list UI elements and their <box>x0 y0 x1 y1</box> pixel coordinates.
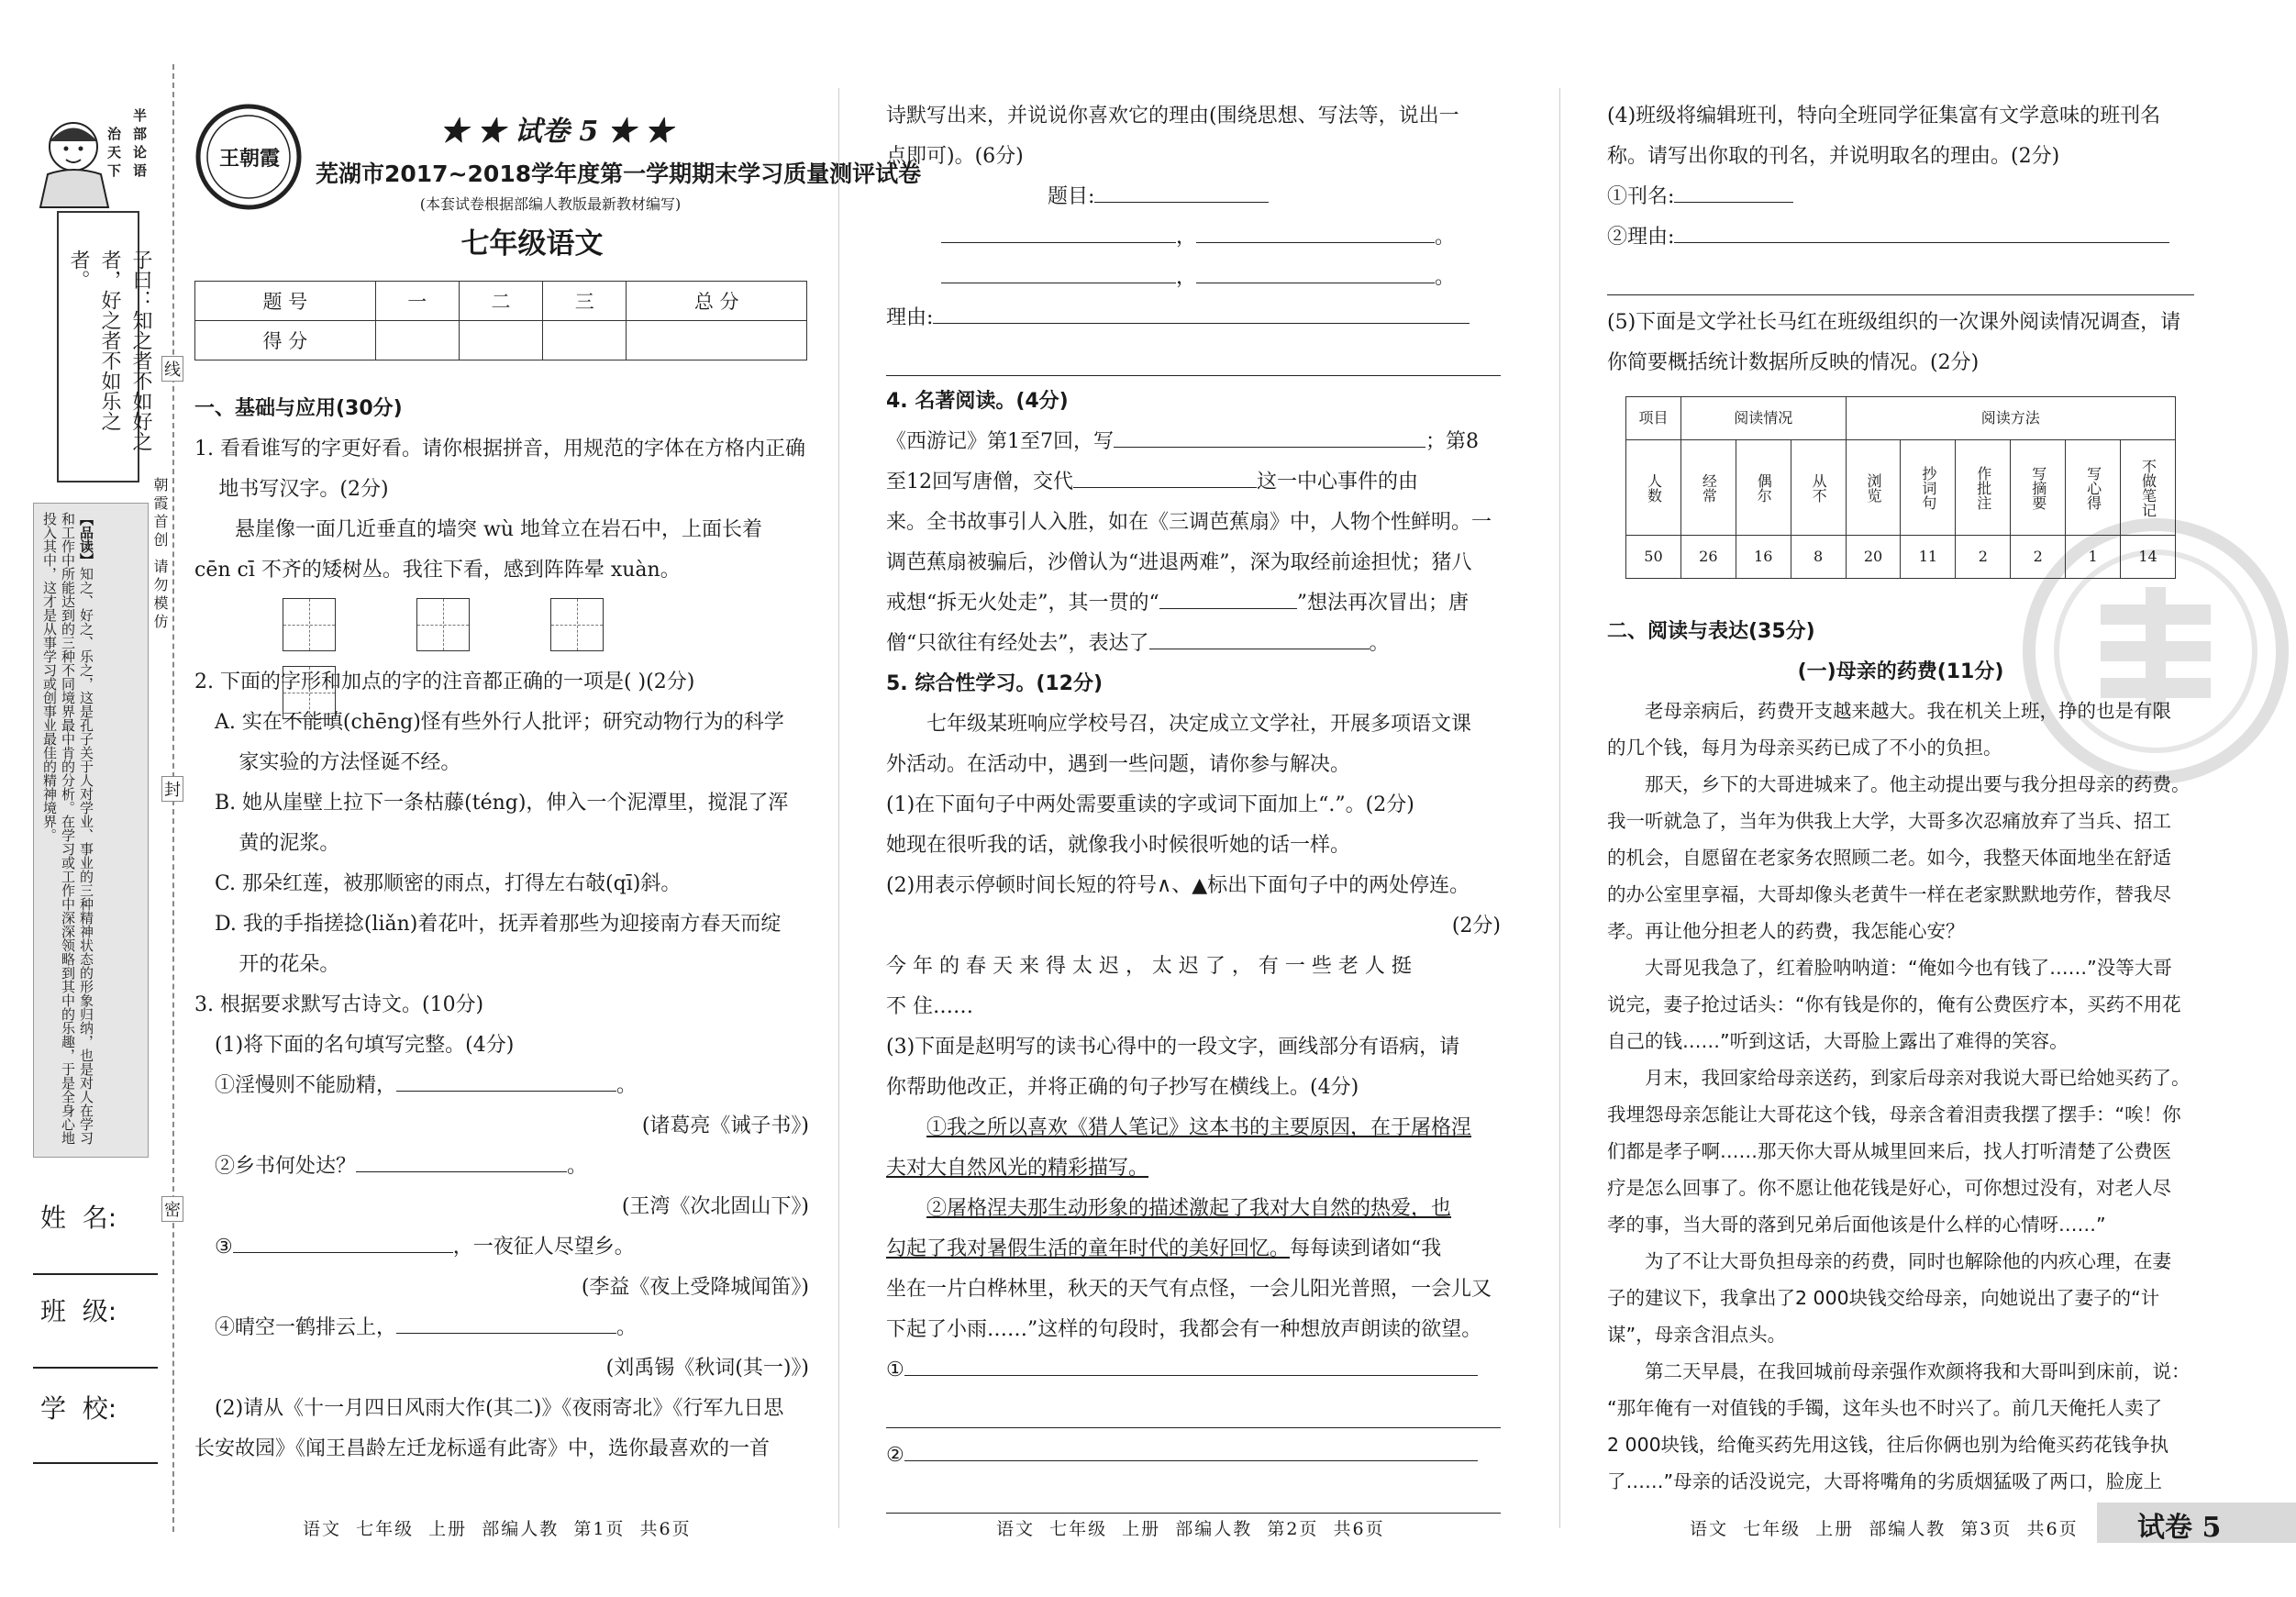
q5-2-points: (2分) <box>1451 915 1501 937</box>
survey-value: 26 <box>1680 536 1736 579</box>
period: 。 <box>616 1316 638 1339</box>
q5-3-underlined-1: ①我之所以喜欢《猎人笔记》这本书的主要原因，在于屠格涅 <box>926 1116 1472 1139</box>
survey-col: 人数 <box>1626 440 1681 536</box>
survey-header-row <box>1626 397 2176 440</box>
story-line: 2 000块钱，给俺买药先用这钱，往后你俩也别为给俺买药花钱争执 <box>1607 1434 2169 1456</box>
poem-title-label: 题目: <box>1048 185 1095 208</box>
page-2-footer: 语文 七年级 上册 部编人教 第2页 共6页 <box>996 1519 1385 1539</box>
logo-text: 王朝霞 <box>218 148 280 171</box>
story-line: 孝的事，当大哥的落到兄弟后面他该是什么样的心情呀……” <box>1607 1214 2106 1236</box>
q5-3-tail: 每每读到诸如“我 <box>1290 1237 1442 1260</box>
reading-survey-table <box>1625 396 2176 579</box>
survey-col: 抄词句 <box>1901 440 1956 536</box>
sidebar-tag-1: 半部论语 <box>131 108 148 182</box>
story-title: (一)母亲的药费(11分) <box>1797 660 2004 683</box>
period: 。 <box>616 1074 638 1097</box>
name-field-label: 姓 名: <box>40 1203 117 1233</box>
story-line: 我埋怨母亲怎能让大哥花这个钱，母亲含着泪责我摆了摆手：“唉！你 <box>1607 1103 2181 1126</box>
survey-col: 写心得 <box>2066 440 2121 536</box>
survey-value-row <box>1626 536 2176 579</box>
footer-badge: 试卷 5 <box>2137 1512 2222 1544</box>
answer-blank[interactable] <box>904 1440 1478 1461</box>
survey-value: 1 <box>2066 536 2121 579</box>
story-line: 月末，我回家给母亲送药，到家后母亲对我说大哥已给她买药了。 <box>1645 1067 2191 1089</box>
journal-reason-extra-line[interactable] <box>1607 258 2194 295</box>
score-table-score-row <box>195 321 807 360</box>
answer-blank[interactable] <box>356 1151 567 1172</box>
score-input-cell[interactable] <box>543 321 627 360</box>
answer-blank[interactable] <box>1196 222 1435 243</box>
survey-value: 16 <box>1736 536 1791 579</box>
story-line: 的机会，自愿留在老家务农照顾二老。如今，我整天体面地坐在舒适 <box>1607 847 2171 869</box>
column-divider <box>1559 88 1560 1528</box>
q1-line-3: 悬崖像一面几近垂直的墙突 wù 地耸立在岩石中，上面长着 <box>235 518 762 541</box>
subject-title: 七年级语文 <box>460 227 604 261</box>
q2-option-d-1[interactable]: D. 我的手指搓捻(liǎn)着花叶，抚弄着那些为迎接南方春天而绽 <box>215 913 782 936</box>
q5-5-prompt-2: 你简要概括统计数据所反映的情况。(2分) <box>1607 351 1980 374</box>
q4-line-5 <box>886 583 1501 624</box>
hanzi-box[interactable] <box>550 598 604 651</box>
score-table <box>194 281 807 360</box>
story-line: 的办公室里享福，大哥却像头老黄牛一样在老家默默地劳作，替我尽 <box>1607 883 2171 905</box>
reason-blank[interactable] <box>933 303 1470 324</box>
seal-mark-secret: 密 <box>161 1196 183 1222</box>
comma: ， <box>1176 226 1197 249</box>
answer-blank[interactable] <box>941 262 1176 283</box>
survey-value: 2 <box>1956 536 2011 579</box>
score-cell: 二 <box>459 282 542 321</box>
answer-blank[interactable] <box>1073 467 1257 488</box>
hanzi-box[interactable] <box>283 666 336 719</box>
survey-value: 8 <box>1791 536 1846 579</box>
score-cell: 一 <box>375 282 459 321</box>
q2-option-c[interactable]: C. 那朵红莲，被那顺密的雨点，打得左右攲(qī)斜。 <box>215 872 682 895</box>
reason-extra-line[interactable] <box>886 338 1501 376</box>
period: 。 <box>1435 266 1456 289</box>
q5-2-sentence-1: 今 年 的 春 天 来 得 太 迟 ， 太 迟 了 ， 有 一 些 老 人 挺 <box>886 955 1412 978</box>
q5-3-underlined-3: ②屠格涅夫那生动形象的描述激起了我对大自然的热爱，也 <box>926 1197 1452 1220</box>
copyright-note: 朝霞首创 请勿模仿 <box>151 477 169 633</box>
answer-blank[interactable] <box>904 1355 1478 1376</box>
page-1-body <box>194 389 809 1469</box>
q3-1a <box>194 1066 809 1106</box>
story-line: 谋”，母亲含泪点头。 <box>1607 1324 1787 1346</box>
story-line: 疗是怎么回事了。你不愿让他花钱是好心，可你想过没有，对老人尽 <box>1607 1177 2171 1199</box>
q5-3-line-4 <box>886 1229 1501 1270</box>
q3-1d-text: ④晴空一鹤排云上， <box>215 1316 397 1339</box>
story-line: “那年俺有一对值钱的手镯，这年头也不时兴了。前几天俺托人卖了 <box>1607 1397 2163 1419</box>
q2-option-a-2: 家实验的方法怪诞不经。 <box>238 751 461 774</box>
q3-1a-text: ①淫慢则不能励精， <box>215 1074 397 1097</box>
q3-part-1: (1)将下面的名句填写完整。(4分) <box>215 1034 515 1057</box>
reading-commentary <box>40 512 95 1149</box>
exam-subtitle: (本套试卷根据部编人教版最新教材编写) <box>419 195 682 213</box>
survey-column-row <box>1626 440 2176 536</box>
q4-line-6 <box>886 624 1501 664</box>
q3-1d-source: (刘禹锡《秋词(其一)》) <box>605 1357 809 1380</box>
answer-blank[interactable] <box>396 1070 616 1092</box>
q3-1b-source: (王湾《次北固山下》) <box>621 1195 809 1218</box>
q5-3-prompt-1: (3)下面是赵明写的读书心得中的一段文字，画线部分有语病，请 <box>886 1036 1460 1059</box>
q4-line-2 <box>886 462 1501 503</box>
q3-2-line-4: 点即可)。(6分) <box>886 145 1024 168</box>
seal-mark-seal: 封 <box>161 776 183 802</box>
story-line: 的几个钱，每月为母亲买药已成了不小的负担。 <box>1607 737 2002 759</box>
sidebar-tag-2: 治天下 <box>105 127 122 182</box>
story-line: 老母亲病后，药费开支越来越大。我在机关上班，挣的也是有限 <box>1645 700 2171 722</box>
page-1-footer: 语文 七年级 上册 部编人教 第1页 共6页 <box>303 1519 692 1539</box>
answer-extra-line-2[interactable] <box>886 1476 1501 1514</box>
answer-blank[interactable] <box>396 1313 616 1334</box>
answer-blank[interactable] <box>941 222 1176 243</box>
poem-line-row-1 <box>886 217 1501 258</box>
journal-reason-label: ②理由: <box>1607 226 1675 249</box>
answer-blank[interactable] <box>1149 628 1370 649</box>
q5-3-underlined-2: 夫对大自然风光的精彩描写。 <box>886 1157 1149 1180</box>
answer-label-2: ② <box>886 1444 904 1467</box>
answer-blank[interactable] <box>233 1232 453 1253</box>
page-3-footer: 语文 七年级 上册 部编人教 第3页 共6页 <box>1690 1519 2079 1539</box>
q3-prompt: 3. 根据要求默写古诗文。(10分) <box>194 993 484 1016</box>
q5-1-prompt: (1)在下面句子中两处需要重读的字或词下面加上“.”。(2分) <box>886 793 1414 816</box>
section-1-heading: 一、基础与应用(30分) <box>194 397 403 420</box>
answer-blank[interactable] <box>1114 427 1425 448</box>
comma: ， <box>1176 266 1197 289</box>
q3-1d <box>194 1308 809 1348</box>
q5-1-sentence: 她现在很听我的话，就像我小时候很听她的话一样。 <box>886 834 1351 857</box>
q3-1a-source: (诸葛亮《诫子书》) <box>641 1115 809 1137</box>
story-line: 们都是孝子啊……那天你大哥从城里回来后，找人打听清楚了公费医 <box>1607 1140 2171 1162</box>
q5-4-prompt-1: (4)班级将编辑班刊，特向全班同学征集富有文学意味的班刊名 <box>1607 105 2161 128</box>
reading-label: 【品读】 <box>78 512 94 567</box>
hanzi-box[interactable] <box>283 598 336 651</box>
q3-1b <box>194 1147 809 1187</box>
q3-1c-text: ③ <box>215 1236 233 1259</box>
story-line: 大哥见我急了，红着脸呐呐道：“俺如今也有钱了……”没等大哥 <box>1645 957 2172 979</box>
q4-line-1 <box>886 422 1501 462</box>
answer-label-1: ① <box>886 1359 904 1381</box>
score-input-cell[interactable] <box>627 321 807 360</box>
q4-text-2: 至12回写唐僧，交代 <box>886 471 1073 494</box>
q3-2-line-3: 诗默写出来，并说说你喜欢它的理由(围绕思想、写法等，说出一 <box>886 105 1459 128</box>
q5-4-prompt-2: 称。请写出你取的刊名，并说明取名的理由。(2分) <box>1607 145 2060 168</box>
page-2-body <box>886 96 1501 1514</box>
column-divider <box>838 88 839 1528</box>
poem-line-row-2 <box>886 258 1501 298</box>
q5-intro-2: 外活动。在活动中，遇到一些问题，请你参与解决。 <box>886 753 1351 776</box>
survey-col: 浏览 <box>1846 440 1901 536</box>
score-table-header-row <box>195 282 807 321</box>
q4-tail-2: 这一中心事件的由 <box>1257 471 1419 494</box>
reason-row <box>886 298 1501 338</box>
score-input-cell[interactable] <box>375 321 459 360</box>
survey-col: 偶尔 <box>1736 440 1791 536</box>
story-line: 子的建议下，我拿出了2 000块钱交给母亲，向她说出了妻子的“计 <box>1607 1287 2160 1309</box>
survey-col: 写摘要 <box>2011 440 2066 536</box>
class-field-line[interactable] <box>33 1367 158 1369</box>
survey-head-reading: 阅读情况 <box>1680 397 1846 440</box>
reading-text: 知之、好之、乐之，这是孔子关于人对学业、事业的三种精神状态的形象归纳，也是对人在学习和工作中所能达到的三种不同境界最中肯的分析。在学习或工作中深深领略到其中的乐趣，于是全身心地投入其中，这才是从事学习或创事业最佳的精神境界。 <box>41 512 94 1145</box>
q5-2-sentence-2: 不 住…… <box>886 995 973 1018</box>
journal-name-row <box>1607 177 2194 217</box>
period: 。 <box>567 1155 588 1178</box>
survey-col: 不做笔记 <box>2121 440 2176 536</box>
q3-1b-text: ②乡书何处达？ <box>215 1155 357 1178</box>
exam-badge-text: 试卷 5 <box>514 116 599 148</box>
story-body <box>1607 693 2194 1500</box>
q3-2-line-2: 长安故园》《闻王昌龄左迁龙标遥有此寄》中，选你最喜欢的一首 <box>194 1437 771 1460</box>
survey-col: 作批注 <box>1956 440 2011 536</box>
q2-option-b-1[interactable]: B. 她从崖壁上拉下一条枯藤(téng)，伸入一个泥潭里，搅混了浑 <box>215 792 789 815</box>
hanzi-grid-row <box>194 591 809 662</box>
period: 。 <box>1435 226 1456 249</box>
school-field-label: 学 校: <box>40 1393 117 1424</box>
q5-5-prompt-1: (5)下面是文学社长马红在班级组织的一次课外阅读情况调查，请 <box>1607 311 2181 334</box>
q5-3-line-6: 下起了小雨……”这样的句段时，我都会有一种想放声朗读的欲望。 <box>886 1318 1482 1341</box>
q5-intro-1: 七年级某班响应学校号召，决定成立文学社，开展多项语文课 <box>926 713 1472 736</box>
name-field-line[interactable] <box>33 1273 158 1275</box>
score-cell: 三 <box>543 282 627 321</box>
q3-1c-tail: ，一夜征人尽望乡。 <box>452 1236 635 1259</box>
q5-2-prompt: (2)用表示停顿时间长短的符号∧、▲标出下面句子中的两处停连。 <box>886 874 1470 897</box>
q1-line-4: cēn cī 不齐的矮树丛。我往下看，感到阵阵晕 xuàn。 <box>194 559 681 582</box>
score-input-cell[interactable] <box>459 321 542 360</box>
q5-heading: 5. 综合性学习。(12分) <box>886 672 1104 695</box>
q5-3-prompt-2: 你帮助他改正，并将正确的句子抄写在横线上。(4分) <box>886 1076 1359 1099</box>
q4-text-5: 戒想“拆无火处走”，其一贯的“ <box>886 592 1159 615</box>
poem-title-blank[interactable] <box>1094 182 1269 203</box>
q4-line-3: 来。全书故事引人入胜，如在《三调芭蕉扇》中，人物个性鲜明。一 <box>886 511 1492 534</box>
answer-row-2 <box>886 1436 1501 1476</box>
q1-line-1: 1. 看看谁写的字更好看。请你根据拼音，用规范的字体在方格内正确 <box>194 438 805 460</box>
story-line: 说完，妻子抢过话头：“你有钱是你的，俺有公费医疗本，买药不用花 <box>1607 993 2181 1015</box>
q5-3-line-5: 坐在一片白桦林里，秋天的天气有点怪，一会儿阳光普照，一会儿又 <box>886 1278 1492 1301</box>
hanzi-box[interactable] <box>416 598 470 651</box>
exam-badge: ★ ★ 试卷 5 ★ ★ <box>440 116 673 148</box>
q2-option-b-2: 黄的泥浆。 <box>238 832 340 855</box>
survey-value: 50 <box>1626 536 1681 579</box>
answer-row-1 <box>886 1350 1501 1391</box>
story-line: 孝。再让他分担老人的药费，我怎能心安？ <box>1607 920 1965 942</box>
reason-label: 理由: <box>886 306 934 329</box>
q4-text-1: 《西游记》第1至7回，写 <box>886 430 1114 453</box>
score-cell: 总 分 <box>627 282 807 321</box>
story-line: 那天，乡下的大哥进城来了。他主动提出要与我分担母亲的药费。 <box>1645 773 2191 795</box>
story-line: 自己的钱……”听到这话，大哥脸上露出了难得的笑容。 <box>1607 1030 2069 1052</box>
period: 。 <box>1369 632 1390 655</box>
exam-title: 芜湖市2017~2018学年度第一学期期末学习质量测评试卷 <box>316 161 922 187</box>
survey-value: 14 <box>2121 536 2176 579</box>
survey-value: 20 <box>1846 536 1901 579</box>
survey-head-item: 项目 <box>1626 397 1681 440</box>
survey-col: 经常 <box>1680 440 1736 536</box>
q2-option-a-1[interactable]: A. 实在不能嗔(chēng)怪有些外行人批评；研究动物行为的科学 <box>215 711 784 734</box>
q5-3-underlined-4: 勾起了我对暑假生活的童年时代的美好回忆。 <box>886 1237 1291 1260</box>
q4-tail-1: ；第8 <box>1425 430 1479 453</box>
q2-option-d-2: 开的花朵。 <box>238 953 340 976</box>
confucius-quote: 子曰：知之者不如好之者，好之者不如乐之者。 <box>67 250 152 451</box>
journal-name-blank[interactable] <box>1674 182 1793 203</box>
answer-blank[interactable] <box>1196 262 1435 283</box>
section-2-heading: 二、阅读与表达(35分) <box>1607 620 1815 643</box>
school-field-line[interactable] <box>33 1462 158 1464</box>
q1-line-2: 地书写汉字。(2分) <box>218 478 389 501</box>
survey-col: 从不 <box>1791 440 1846 536</box>
survey-value: 11 <box>1901 536 1956 579</box>
q3-2-line-1: (2)请从《十一月四日风雨大作(其二)》《夜雨寄北》《行军九日思 <box>215 1397 784 1420</box>
journal-name-label: ①刊名: <box>1607 185 1675 208</box>
q3-1c <box>194 1227 809 1268</box>
story-line: 我一听就急了，当年为供我上大学，大哥多次忍痛放弃了当兵、招工 <box>1607 810 2171 832</box>
answer-extra-line-1[interactable] <box>886 1391 1501 1428</box>
q4-heading: 4. 名著阅读。(4分) <box>886 390 1069 413</box>
story-line: 为了不让大哥负担母亲的药费，同时也解除他的内疚心理，在妻 <box>1645 1250 2171 1272</box>
seal-mark-line: 线 <box>161 356 183 382</box>
story-line: 了……”母亲的话没说完，大哥将嘴角的劣质烟猛吸了两口，脸庞上 <box>1607 1470 2163 1492</box>
class-field-label: 班 级: <box>40 1296 117 1326</box>
journal-reason-blank[interactable] <box>1674 222 2169 243</box>
page-3-body <box>1607 96 2194 1500</box>
poem-title-row <box>886 177 1501 217</box>
q2-prompt: 2. 下面的字形和加点的字的注音都正确的一项是( )(2分) <box>194 671 695 693</box>
score-cell: 题 号 <box>195 282 376 321</box>
q3-1c-source: (李益《夜上受降城闻笛》) <box>581 1276 809 1299</box>
q4-line-4: 调芭蕉扇被骗后，沙僧认为“进退两难”，深为取经前途担忧；猪八 <box>886 551 1472 574</box>
q4-text-6: 僧“只欲往有经处去”，表达了 <box>886 632 1149 655</box>
story-line: 第二天早晨，在我回城前母亲强作欢颜将我和大哥叫到床前，说： <box>1645 1360 2191 1382</box>
answer-blank[interactable] <box>1159 588 1297 609</box>
score-cell: 得 分 <box>195 321 376 360</box>
survey-value: 2 <box>2011 536 2066 579</box>
survey-head-method: 阅读方法 <box>1846 397 2175 440</box>
q4-tail-5: ”想法再次冒出；唐 <box>1296 592 1469 615</box>
journal-reason-row <box>1607 217 2194 258</box>
